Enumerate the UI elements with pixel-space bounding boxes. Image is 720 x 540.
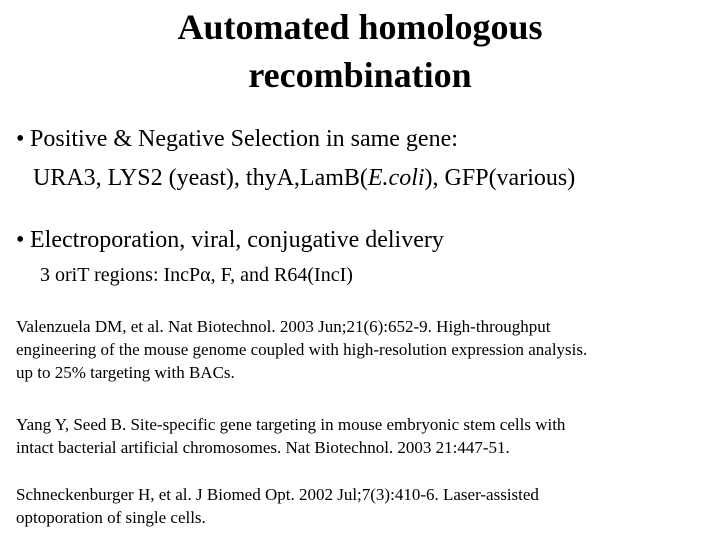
detail-text-pre: 3 oriT regions: IncP <box>40 264 201 286</box>
reference-line: up to 25% targeting with BACs. <box>16 363 235 382</box>
reference-line: Valenzuela DM, et al. Nat Biotechnol. 2003 Jun;21(6):652-9. High-throughput <box>16 317 551 336</box>
reference-yang <box>16 413 716 459</box>
bullet-text: Positive & Negative Selection in same gene: <box>30 126 458 152</box>
reference-line: Schneckenburger H, et al. J Biomed Opt. 2002 Jul;7(3):410-6. Laser-assisted <box>16 485 539 504</box>
bullet-selection-detail <box>33 163 575 193</box>
bullet-selection <box>16 124 458 154</box>
bullet-marker: • <box>16 126 25 152</box>
alpha-symbol: α <box>200 264 211 286</box>
reference-line: Yang Y, Seed B. Site-specific gene targeting in mouse embryonic stem cells with <box>16 415 566 434</box>
slide-title-line-2: recombination <box>248 55 472 95</box>
reference-valenzuela <box>16 315 716 384</box>
bullet-delivery <box>16 225 444 255</box>
reference-line: engineering of the mouse genome coupled with high-resolution expression analysis. <box>16 340 588 359</box>
detail-text-pre: URA3, LYS2 (yeast), thyA,LamB( <box>33 165 368 191</box>
bullet-delivery-detail <box>40 262 353 288</box>
slide-title-line-1: Automated homologous <box>177 7 543 47</box>
reference-line: intact bacterial artificial chromosomes. Nat Biotechnol. 2003 21:447-51. <box>16 438 510 457</box>
reference-schneckenburger <box>16 483 716 529</box>
organism-italic: E.coli <box>367 165 425 191</box>
bullet-marker: • <box>16 227 25 253</box>
detail-text-post: , F, and R64(IncI) <box>210 264 353 286</box>
detail-text-post: ), GFP(various) <box>424 165 576 191</box>
bullet-text: Electroporation, viral, conjugative delivery <box>30 227 444 253</box>
reference-line: optoporation of single cells. <box>16 508 206 527</box>
